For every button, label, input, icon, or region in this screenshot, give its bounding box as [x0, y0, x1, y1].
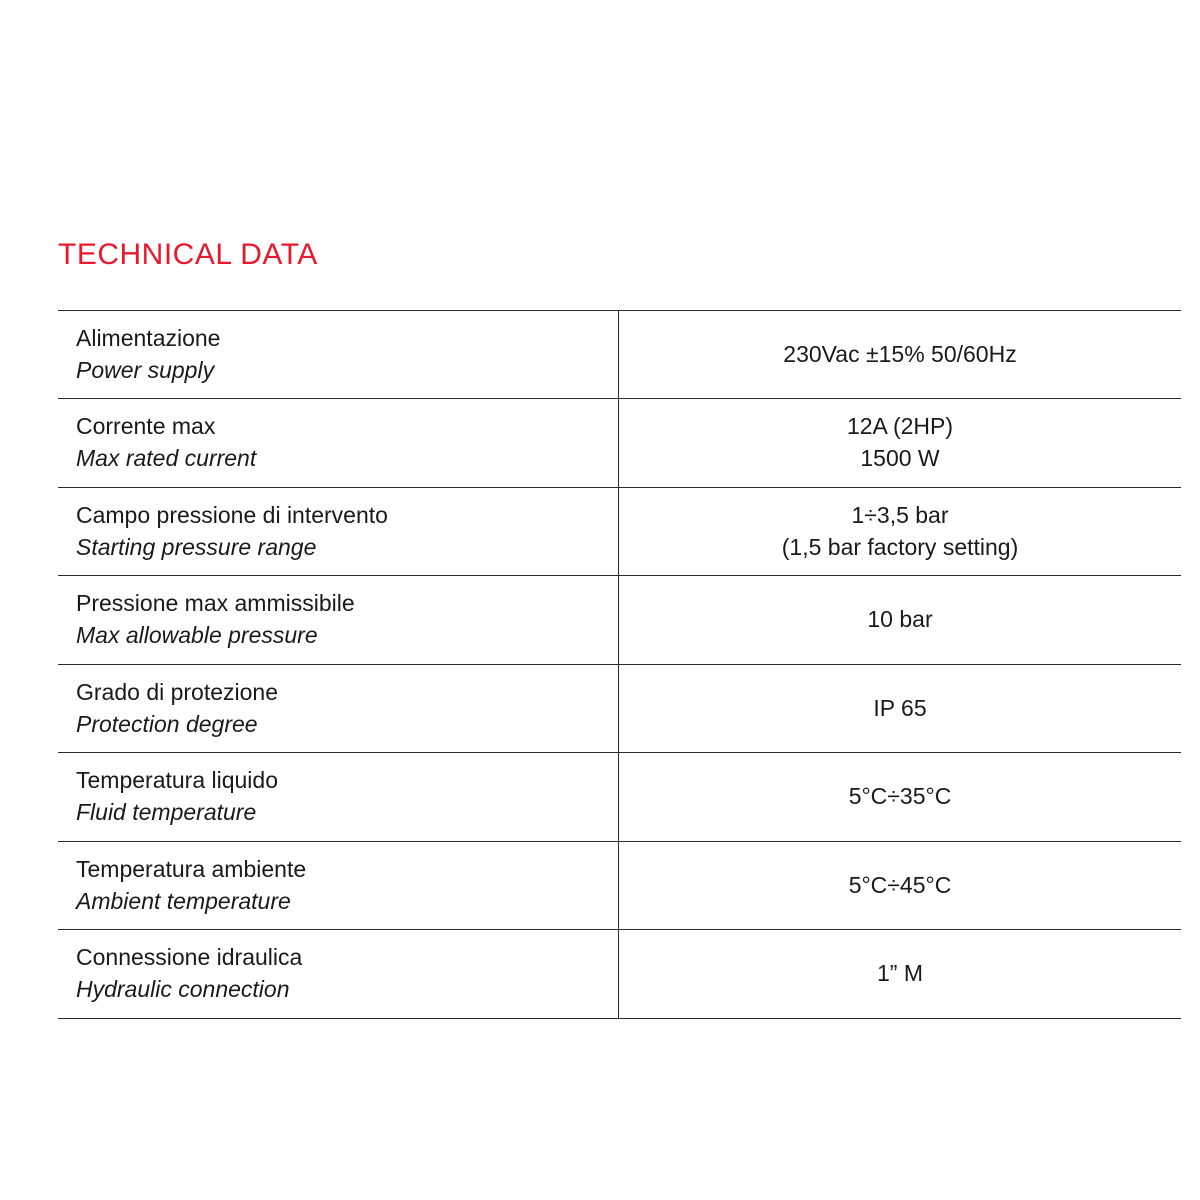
label-italian: Corrente max [76, 413, 216, 440]
row-value-cell [619, 664, 1182, 752]
label-italian: Pressione max ammissibile [76, 590, 355, 617]
row-label-cell [58, 753, 619, 841]
value-line: (1,5 bar factory setting) [781, 533, 1019, 560]
row-label-cell [58, 311, 619, 399]
row-value-cell [619, 487, 1182, 575]
label-english: Fluid temperature [76, 799, 257, 826]
label-english: Hydraulic connection [76, 976, 290, 1003]
table-row [58, 841, 1181, 929]
value-line: 10 bar [867, 606, 933, 633]
row-label-cell [58, 930, 619, 1018]
value-line: 5°C÷35°C [848, 783, 952, 810]
value-line: 12A (2HP) [846, 413, 954, 440]
label-italian: Campo pressione di intervento [76, 501, 388, 528]
row-value-cell [619, 576, 1182, 664]
row-label-cell [58, 399, 619, 487]
label-english: Max rated current [76, 445, 257, 472]
row-label-cell [58, 841, 619, 929]
label-english: Protection degree [76, 710, 258, 737]
label-english: Starting pressure range [76, 533, 317, 560]
row-value-cell [619, 399, 1182, 487]
row-value-cell [619, 753, 1182, 841]
table-row [58, 930, 1181, 1018]
table-row [58, 576, 1181, 664]
label-italian: Temperatura ambiente [76, 855, 307, 882]
value-line: IP 65 [873, 694, 927, 721]
label-english: Power supply [76, 356, 215, 383]
table-row [58, 487, 1181, 575]
value-line: 1500 W [860, 445, 940, 472]
label-italian: Grado di protezione [76, 678, 279, 705]
value-line: 1÷3,5 bar [851, 501, 949, 528]
table-row [58, 753, 1181, 841]
label-italian: Alimentazione [76, 325, 221, 351]
row-value-cell [619, 311, 1182, 399]
label-english: Ambient temperature [76, 887, 291, 914]
row-label-cell [58, 664, 619, 752]
row-value-cell [619, 930, 1182, 1018]
table-row [58, 399, 1181, 487]
value-line: 5°C÷45°C [848, 871, 952, 898]
technical-data-table [58, 310, 1181, 1019]
row-value-cell [619, 841, 1182, 929]
row-label-cell [58, 576, 619, 664]
value-line: 1” M [877, 960, 923, 987]
table-row [58, 311, 1181, 399]
label-english: Max allowable pressure [76, 622, 318, 649]
table-row [58, 664, 1181, 752]
page-title: TECHNICAL DATA [58, 238, 318, 271]
value-line: 230Vac ±15% 50/60Hz [783, 340, 1017, 367]
row-label-cell [58, 487, 619, 575]
label-italian: Temperatura liquido [76, 767, 279, 794]
label-italian: Connessione idraulica [76, 944, 303, 971]
